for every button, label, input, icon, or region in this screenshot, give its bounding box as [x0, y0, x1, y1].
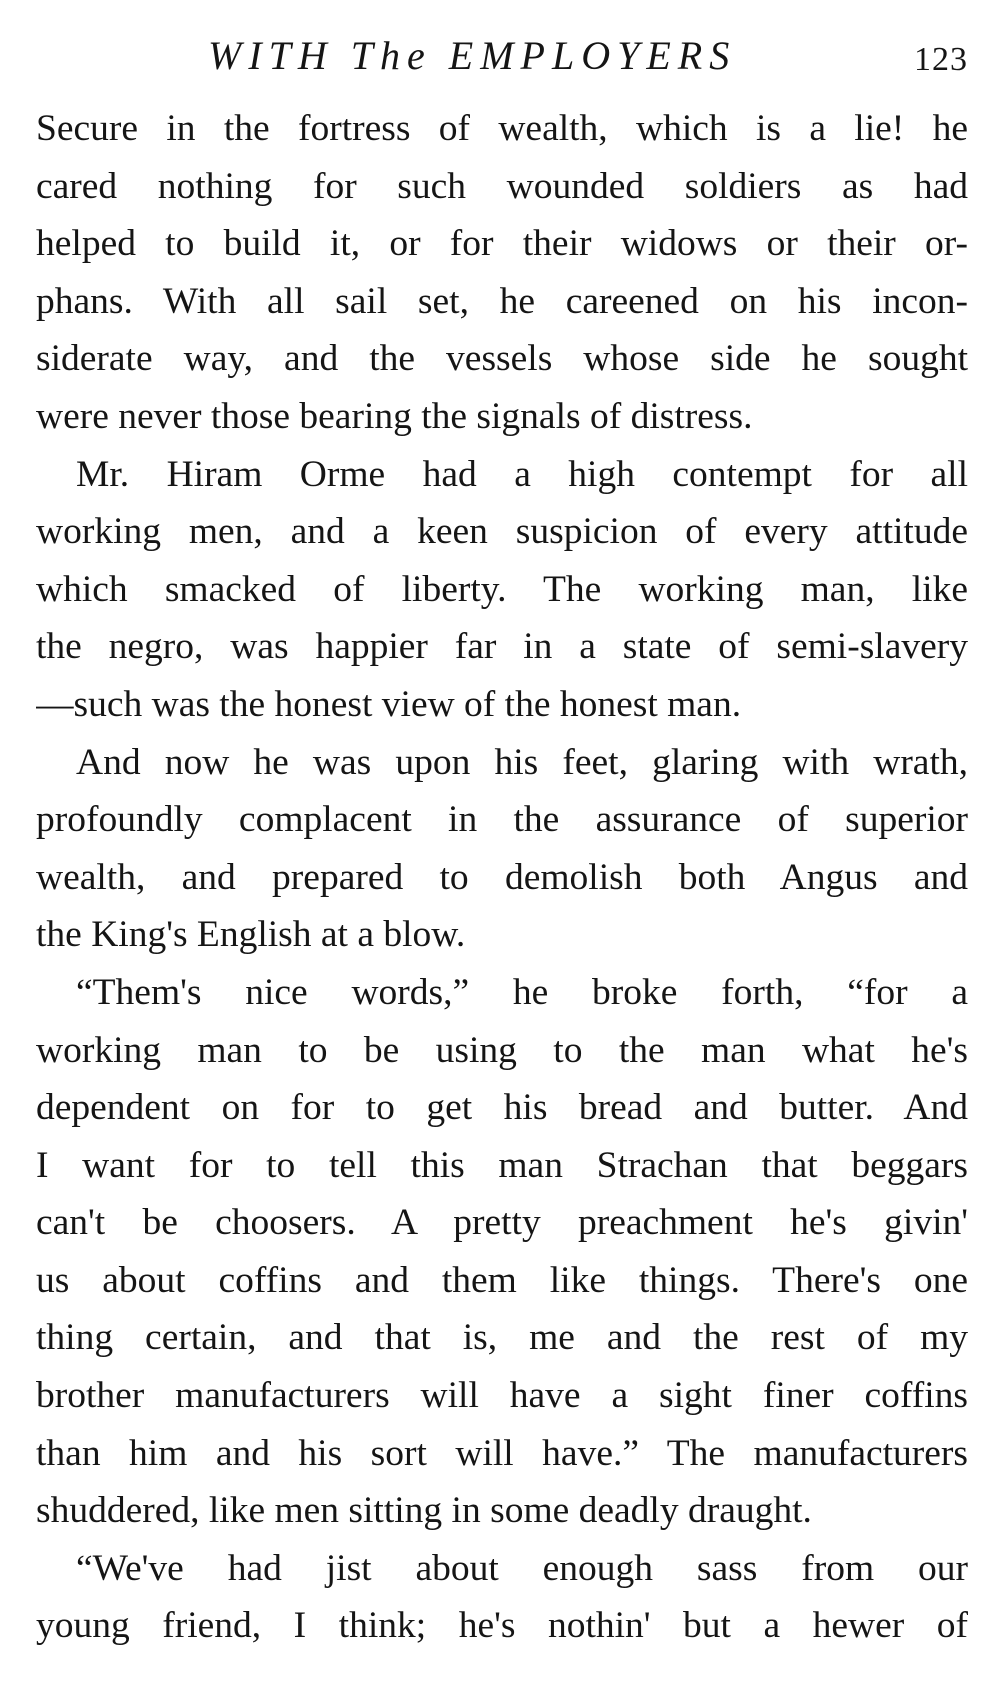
text-line: shuddered, like men sitting in some deadly draught. [36, 1490, 812, 1532]
text-line: Secure in the fortress of wealth, which is a lie! he [36, 108, 968, 149]
text-line: working men, and a keen suspicion of every attitude [36, 511, 968, 553]
page-number: 123 [914, 41, 968, 78]
page-header [36, 30, 968, 82]
text-line: Mr. Hiram Orme had a high contempt for all [76, 453, 968, 495]
text-line: wealth, and prepared to demolish both Angus and [36, 856, 968, 898]
text-line: young friend, I think; he's nothin' but a hewer of [36, 1605, 968, 1647]
text-line: profoundly complacent in the assurance of superior [36, 799, 968, 841]
text-line: the negro, was happier far in a state of semi-slavery [36, 626, 968, 668]
text-line: helped to build it, or for their widows or their or- [36, 223, 968, 265]
text-line: thing certain, and that is, me and the rest of my [36, 1317, 968, 1359]
text-line: And now he was upon his feet, glaring with wrath, [76, 741, 968, 783]
text-line: “Them's nice words,” he broke forth, “for a [76, 971, 968, 1013]
text-line: can't be choosers. A pretty preachment he's givin' [36, 1202, 968, 1244]
text-line: were never those bearing the signals of distress. [36, 395, 753, 437]
running-title: WITH The EMPLOYERS [208, 33, 737, 78]
text-line: us about coffins and them like things. There's one [36, 1259, 968, 1301]
text-line: working man to be using to the man what he's [36, 1029, 968, 1071]
text-line: brother manufacturers will have a sight finer coffins [36, 1375, 968, 1417]
text-line: phans. With all sail set, he careened on his incon- [36, 280, 968, 322]
text-line: the King's English at a blow. [36, 914, 466, 956]
text-line: siderate way, and the vessels whose side he sought [36, 338, 968, 380]
text-line: “We've had jist about enough sass from our [76, 1547, 968, 1589]
text-line: than him and his sort will have.” The manufacturers [36, 1432, 968, 1474]
body-text [36, 100, 968, 1655]
text-line: dependent on for to get his bread and butter. And [36, 1087, 968, 1129]
text-line: —such was the honest view of the honest man. [36, 683, 742, 725]
text-line: cared nothing for such wounded soldiers as had [36, 165, 968, 207]
text-line: I want for to tell this man Strachan that beggars [36, 1144, 968, 1186]
text-line: which smacked of liberty. The working man, like [36, 568, 968, 610]
